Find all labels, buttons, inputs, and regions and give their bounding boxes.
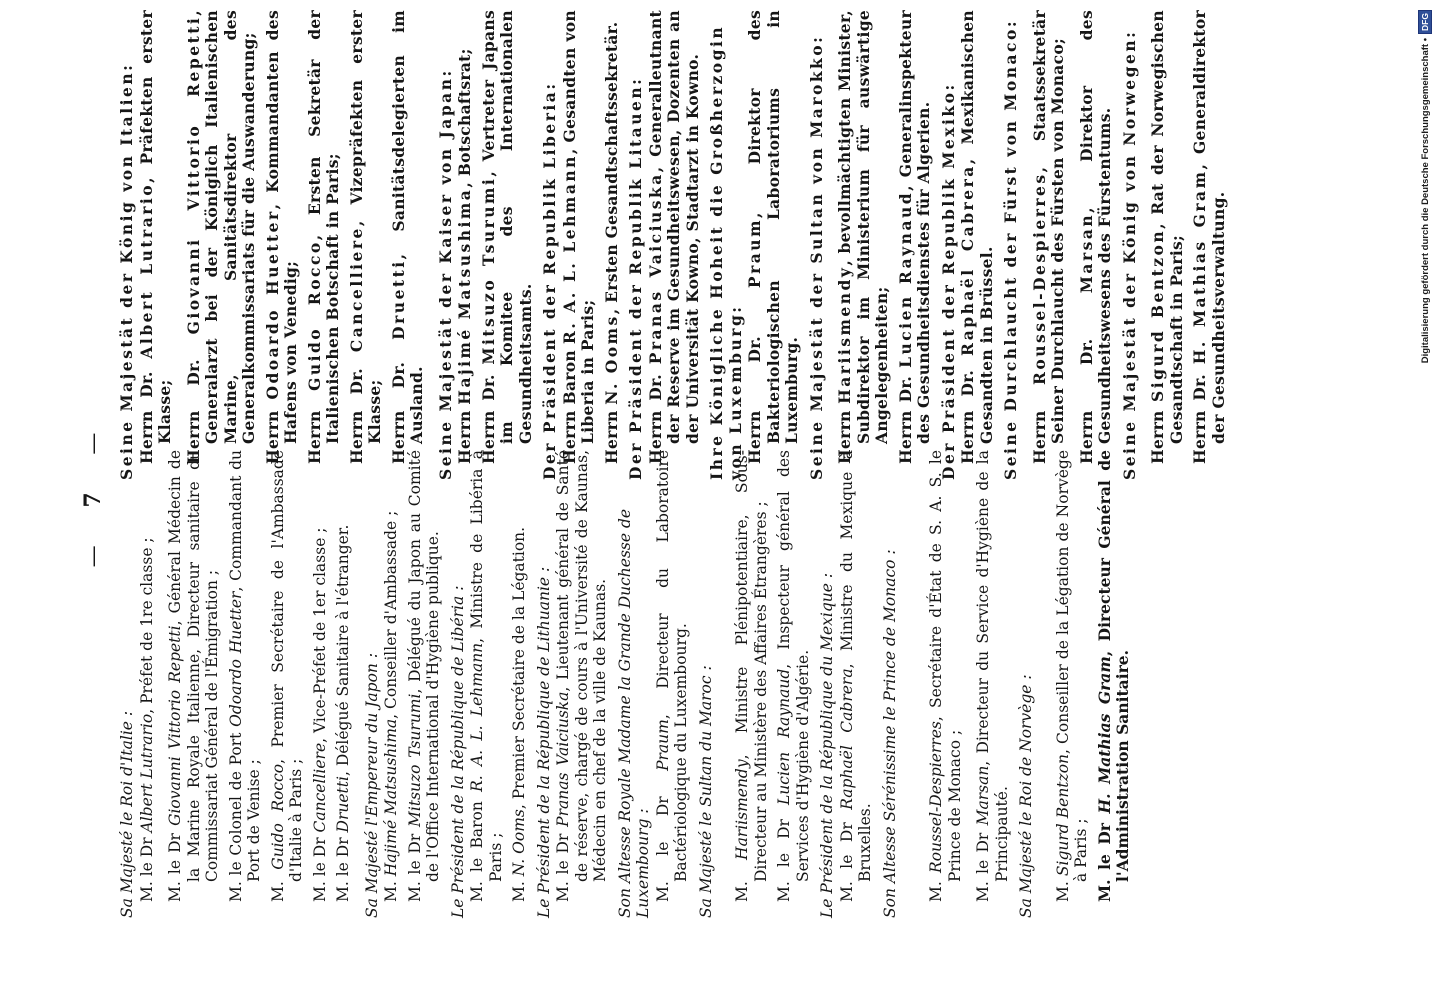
fr-delegate-entry: M. le Dr H. Mathias Gram, Directeur Général de l'Administration Sanitaire. bbox=[1094, 450, 1132, 902]
de-section-italy bbox=[118, 10, 427, 480]
de-delegate-entry: Herrn Dr. Albert Lutrario, Präfekten erster Klasse; bbox=[136, 9, 174, 464]
fr-header-japan: Sa Majesté l'Empereur du Japon : bbox=[362, 652, 381, 918]
de-delegate-entry: Herrn Dr. Raphaël Cabrera, Mexikanischen Gesandten in Brüssel. bbox=[958, 10, 996, 464]
fr-section-liberia bbox=[449, 450, 529, 918]
fr-delegate-entry: M. le Dr Lucien Raynaud, Inspecteur général des Services d'Hygiène d'Algérie. bbox=[775, 449, 812, 902]
de-delegate-entry: Herrn Dr. Druetti, Sanitätsdelegierten im Ausland. bbox=[388, 10, 426, 464]
page-header-dash-left: — bbox=[81, 545, 106, 568]
fr-delegate-entry: M. N. Ooms, Premier Secrétaire de la Légation. bbox=[510, 526, 528, 902]
fr-header-mexico: Le Président de la République du Mexique : bbox=[818, 572, 836, 918]
german-column bbox=[118, 10, 1233, 480]
de-delegate-entry: Herrn Guido Rocco, Ersten Sekretär der Italienischen Botschaft in Paris; bbox=[304, 10, 342, 464]
fr-header-norway: Sa Majesté le Roi de Norvège : bbox=[1017, 674, 1035, 918]
de-header-lithuania: Der Präsident der Republik Litauen: bbox=[626, 76, 645, 480]
de-delegate-entry: Herrn Dr. Marsan, Direktor des Gesundheitswesens des Fürstentums. bbox=[1076, 10, 1114, 464]
french-column bbox=[118, 450, 1138, 918]
fr-delegate-entry: M. Sigurd Bentzon, Conseiller de la Légation de Norvège à Paris ; bbox=[1053, 449, 1090, 902]
de-header-monaco: Seine Durchlaucht der Fürst von Monaco: bbox=[1001, 18, 1020, 480]
fr-section-mexico bbox=[818, 450, 875, 918]
page-header bbox=[80, 0, 114, 1000]
de-delegate-entry: Herrn Hariismendy, bevollmächtigten Minister, Subdirektor im Ministerium für auswärtige Angelegenheiten; bbox=[835, 9, 891, 464]
de-delegate-entry: Herrn N. Ooms, Ersten Gesandtschaftssekretär. bbox=[601, 21, 621, 464]
fr-delegate-entry: M. le Dr Cancelliere, Vice-Préfet de 1er classe ; bbox=[310, 527, 329, 902]
de-delegate-entry: Herrn Dr. Cancelliere, Vizepräfekten erster Klasse; bbox=[346, 10, 384, 464]
de-header-norway: Seine Majestät der König von Norwegen: bbox=[1119, 29, 1139, 480]
fr-section-lithuania bbox=[535, 450, 610, 918]
fr-delegate-entry: M. Guido Rocco, Premier Secrétaire de l'Ambassade d'Italie à Paris ; bbox=[268, 449, 305, 902]
digitization-note-text: Digitalisierung gefördert durch die Deutsche Forschungsgemeinschaft • bbox=[1419, 37, 1431, 364]
de-delegate-entry: Herrn Sigurd Bentzon, Rat der Norwegischen Gesandtschaft in Paris; bbox=[1148, 10, 1186, 464]
de-section-monaco bbox=[1002, 10, 1115, 480]
fr-delegate-entry: M. Hajimé Matsushima, Conseiller d'Ambassade ; bbox=[382, 510, 400, 902]
de-section-liberia bbox=[541, 10, 621, 480]
fr-delegate-entry: M. le Dr Mitsuzo Tsurumi, Délégué du Japon au Comité de l'Office International d'Hygiène publique. bbox=[405, 450, 442, 902]
fr-delegate-entry: M. le Dr Albert Lutrario, Préfet de 1re classe ; bbox=[137, 537, 156, 902]
de-section-mexico bbox=[940, 10, 997, 480]
de-delegate-entry: Herrn Dr. Mitsuzo Tsurumi, Vertreter Japans im Komitee des Internationalen Gesundheitsamts. bbox=[478, 9, 535, 464]
de-delegate-entry: Herrn Roussel-Despierres, Staatssekretär Seiner Durchlaucht des Fürsten von Monaco; bbox=[1029, 10, 1067, 464]
de-header-liberia: Der Präsident der Republik Liberia: bbox=[540, 81, 559, 480]
de-delegate-entry: Herrn Hajimé Matsushima, Botschaftsrat; bbox=[455, 48, 474, 464]
de-header-mexico: Der Präsident der Republik Mexiko: bbox=[938, 82, 958, 480]
de-header-italy: Seine Majestät der König von Italien: bbox=[117, 62, 136, 480]
de-section-lithuania bbox=[627, 10, 702, 480]
de-header-luxembourg: Ihre Königliche Hoheit die Großherzogin von Luxemburg: bbox=[707, 24, 745, 480]
de-delegate-entry: Herrn Dr. Giovanni Vittorio Repetti, Generalarzt bei der Königlich Italienischen Marine, Sanitätsdirektor des Generalkommissariats für die Auswanderung; bbox=[183, 9, 258, 464]
de-delegate-entry: Herrn Baron R. A. L. Lehmann, Gesandten von Liberia in Paris; bbox=[559, 10, 597, 464]
fr-delegate-entry: M. Roussel-Despierres, Secrétaire d'État de S. A. S. le Prince de Monaco ; bbox=[927, 450, 964, 902]
fr-section-monaco bbox=[881, 450, 1012, 918]
dfg-logo: DFG bbox=[1418, 10, 1432, 34]
page-number: 7 bbox=[80, 492, 106, 508]
fr-delegate-entry: M. le Dr Pranas Vaiciuska, Lieutenant général de Santé de réserve, chargé de cours à l'Université de Kaunas, Médecin en chef de la ville de Kaunas. bbox=[554, 450, 609, 902]
fr-header-morocco: Sa Majesté le Sultan du Maroc : bbox=[696, 665, 715, 918]
fr-section-luxembourg bbox=[616, 450, 691, 918]
de-header-japan: Seine Majestät der Kaiser von Japan: bbox=[435, 68, 455, 480]
fr-section-japan bbox=[363, 450, 443, 918]
fr-header-monaco: Son Altesse Sérénissime le Prince de Monaco : bbox=[880, 549, 899, 918]
fr-header-italy: Sa Majesté le Roi d'Italie : bbox=[118, 710, 136, 918]
digitization-note bbox=[1416, 10, 1434, 415]
fr-delegate-entry: M. le Dr Raphaël Cabrera, Ministre du Mexique à Bruxelles. bbox=[837, 449, 874, 902]
de-delegate-entry: Herrn Dr. Praum, Direktor des Bakteriologischen Laboratoriums in Luxemburg. bbox=[745, 9, 801, 464]
fr-section-italy bbox=[118, 450, 353, 918]
fr-delegate-entry: M. Hariismendy, Ministre Plénipotentiaire, Sous-Directeur au Ministère des Affaires Étrangères ; bbox=[733, 450, 770, 902]
de-delegate-entry: Herrn Dr. Lucien Raynaud, Generalinspekteur des Gesundheitsdienstes für Algerien. bbox=[895, 9, 933, 464]
de-section-luxembourg bbox=[708, 10, 802, 480]
fr-header-lithuania: Le Président de la République de Lithuanie : bbox=[534, 566, 553, 918]
de-header-morocco: Seine Majestät der Sultan von Marokko: bbox=[806, 34, 826, 480]
de-delegate-entry: Herrn Odoardo Huetter, Kommandanten des Hafens von Venedig; bbox=[262, 10, 300, 464]
de-delegate-entry: Herrn Dr. H. Mathias Gram, Generaldirektor der Gesundheitsverwaltung. bbox=[1190, 10, 1228, 464]
de-section-morocco bbox=[808, 10, 934, 480]
fr-delegate-entry: M. le Dr Druetti, Délégué Sanitaire à l'étranger. bbox=[334, 524, 352, 902]
fr-header-liberia: Le Président de la République de Libéria : bbox=[448, 585, 467, 918]
fr-header-luxembourg: Son Altesse Royale Madame la Grande Duchesse de Luxembourg : bbox=[615, 508, 652, 918]
fr-delegate-entry: M. le Dr Marsan, Directeur du Service d'Hygiène de la Principauté. bbox=[974, 450, 1011, 902]
de-delegate-entry: Herrn Dr. Pranas Vaiciuska, Generalleutnant der Reserve im Gesundheitswesen, Dozenten an der Universität Kowno, Stadtarzt in Kowno. bbox=[645, 10, 702, 464]
fr-delegate-entry: M. le Baron R. A. L. Lehmann, Ministre de Libéria à Paris ; bbox=[468, 450, 505, 902]
fr-section-norway bbox=[1017, 450, 1133, 918]
fr-delegate-entry: M. le Dr Giovanni Vittorio Repetti, Général Médecin de la Marine Royale Italienne, Directeur sanitaire du Commissariat Général de l'Émigration ; bbox=[166, 450, 221, 902]
de-section-japan bbox=[437, 10, 536, 480]
de-section-norway bbox=[1121, 10, 1229, 480]
fr-section-morocco bbox=[697, 450, 813, 918]
page-header-dash-right: — bbox=[81, 432, 106, 455]
fr-delegate-entry: M. le Dr Praum, Directeur du Laboratoire Bactériologique du Luxembourg. bbox=[653, 450, 690, 902]
fr-delegate-entry: M. le Colonel de Port Odoardo Huetter, Commandant du Port de Venise ; bbox=[226, 450, 263, 902]
